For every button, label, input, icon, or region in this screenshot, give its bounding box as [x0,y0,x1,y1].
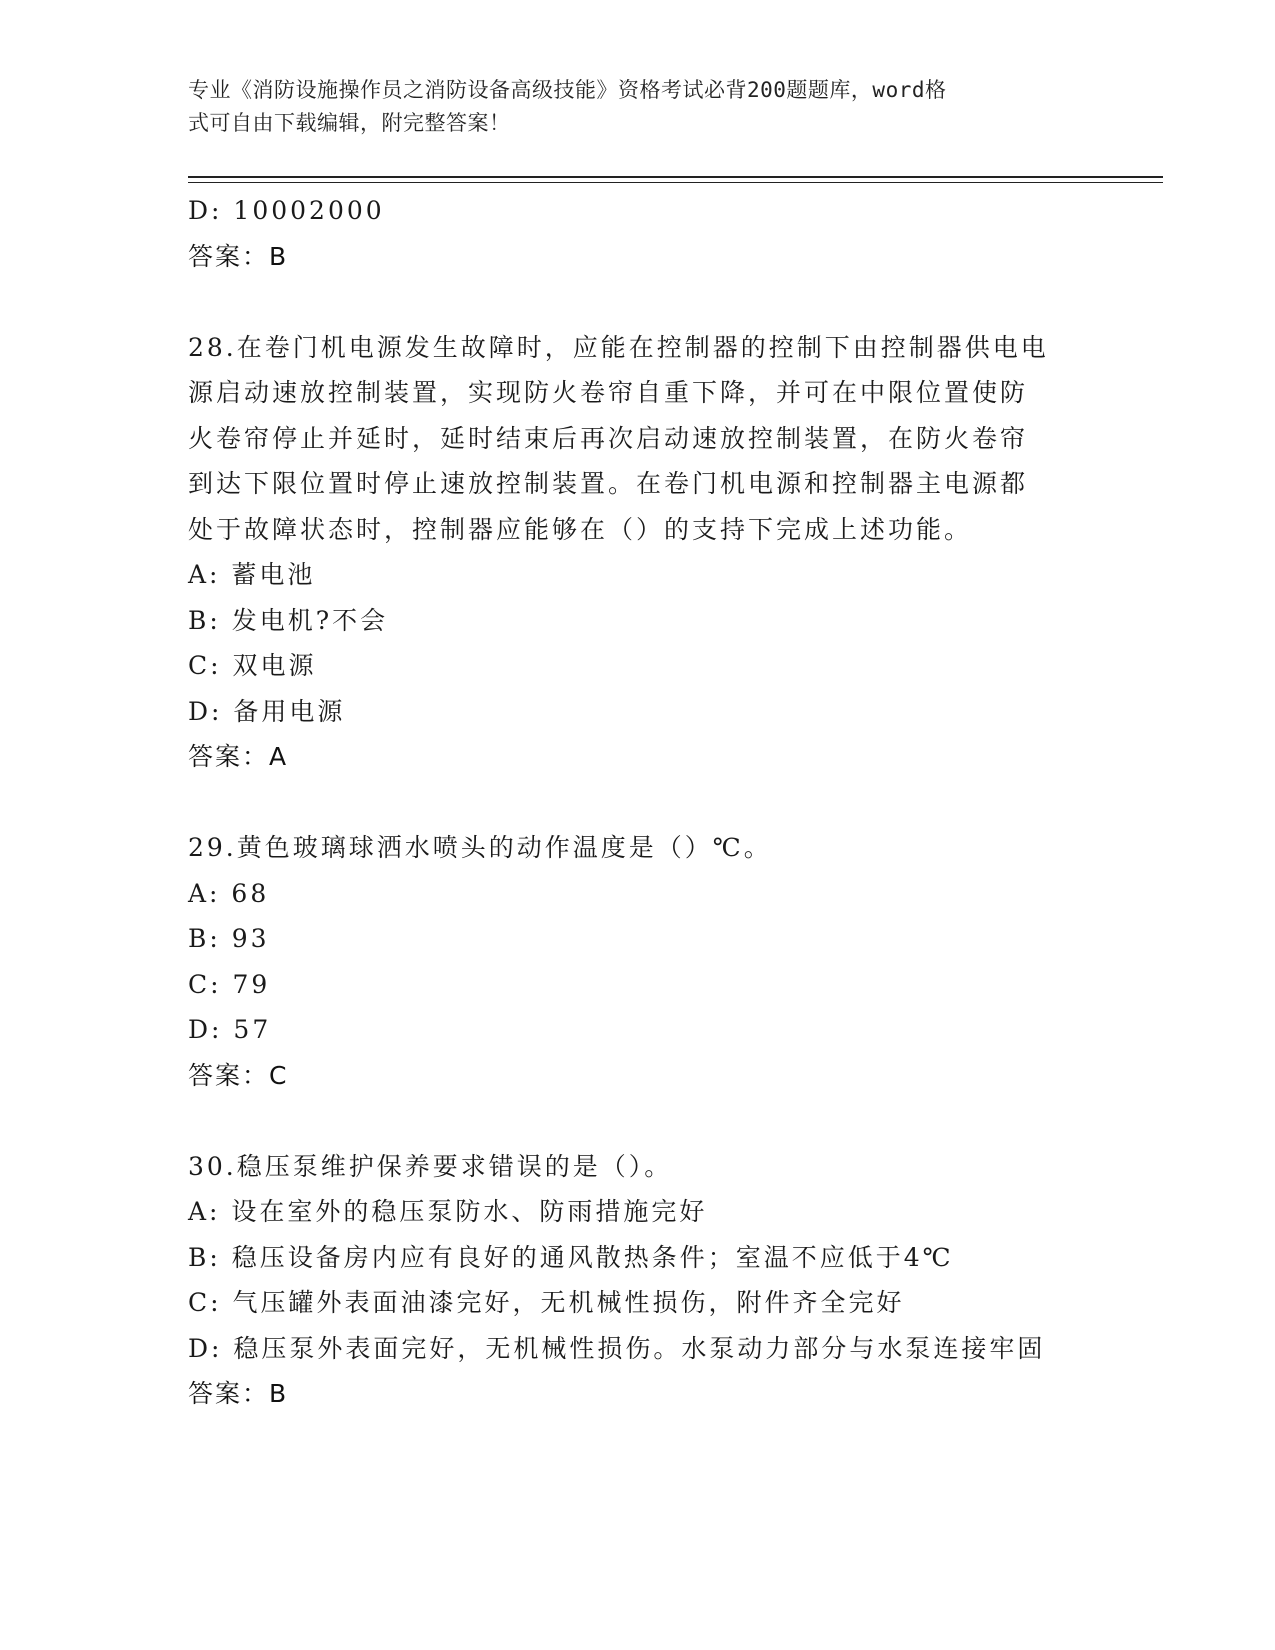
option-c: C: 双电源 [188,651,317,680]
question-stem: 30.稳压泵维护保养要求错误的是（）。 [188,1151,673,1181]
previous-question-tail [188,188,1088,279]
answer-line: 答案：C [188,1060,289,1090]
question-29 [188,825,1088,1098]
answer-line: 答案：A [188,742,289,771]
question-stem-line: 28.在卷门机电源发生故障时，应能在控制器的控制下由控制器供电电 [188,332,1049,362]
answer-line: 答案：B [188,241,289,271]
option-c: C: 79 [188,969,271,999]
question-stem-line: 处于故障状态时，控制器应能够在（）的支持下完成上述功能。 [188,514,973,544]
header-line-2: 式可自由下载编辑，附完整答案！ [188,111,511,135]
option-a: A: 蓄电池 [188,560,316,589]
option-d: D: 10002000 [188,196,385,225]
answer-line: 答案：B [188,1379,289,1408]
question-stem-line: 火卷帘停止并延时，延时结束后再次启动速放控制装置，在防火卷帘 [188,423,1029,453]
question-stem-line: 源启动速放控制装置，实现防火卷帘自重下降，并可在中限位置使防 [188,378,1029,407]
question-stem: 29.黄色玻璃球洒水喷头的动作温度是（）℃。 [188,833,772,862]
question-stem-line: 到达下限位置时停止速放控制装置。在卷门机电源和控制器主电源都 [188,469,1029,498]
option-c: C: 气压罐外表面油漆完好，无机械性损伤，附件齐全完好 [188,1288,905,1317]
option-d: D: 57 [188,1015,272,1044]
option-a: A: 设在室外的稳压泵防水、防雨措施完好 [188,1197,708,1226]
spacer [188,780,1088,826]
spacer [188,279,1088,325]
question-30 [188,1144,1088,1417]
option-b: B: 93 [188,924,270,953]
header-line-1: 专业《消防设施操作员之消防设备高级技能》资格考试必背200题题库，word格 [188,78,947,102]
option-d: D: 稳压泵外表面完好，无机械性损伤。水泵动力部分与水泵连接牢固 [188,1333,1046,1363]
document-body [188,188,1088,1417]
page-header [188,74,1068,140]
option-a: A: 68 [188,878,270,908]
spacer [188,1098,1088,1144]
option-b: B: 发电机?不会 [188,605,389,635]
header-rule-thin [188,182,1163,183]
question-28 [188,325,1088,780]
option-d: D: 备用电源 [188,696,346,726]
option-b: B: 稳压设备房内应有良好的通风散热条件；室温不应低于4℃ [188,1242,954,1272]
header-rule-thick [188,176,1163,178]
